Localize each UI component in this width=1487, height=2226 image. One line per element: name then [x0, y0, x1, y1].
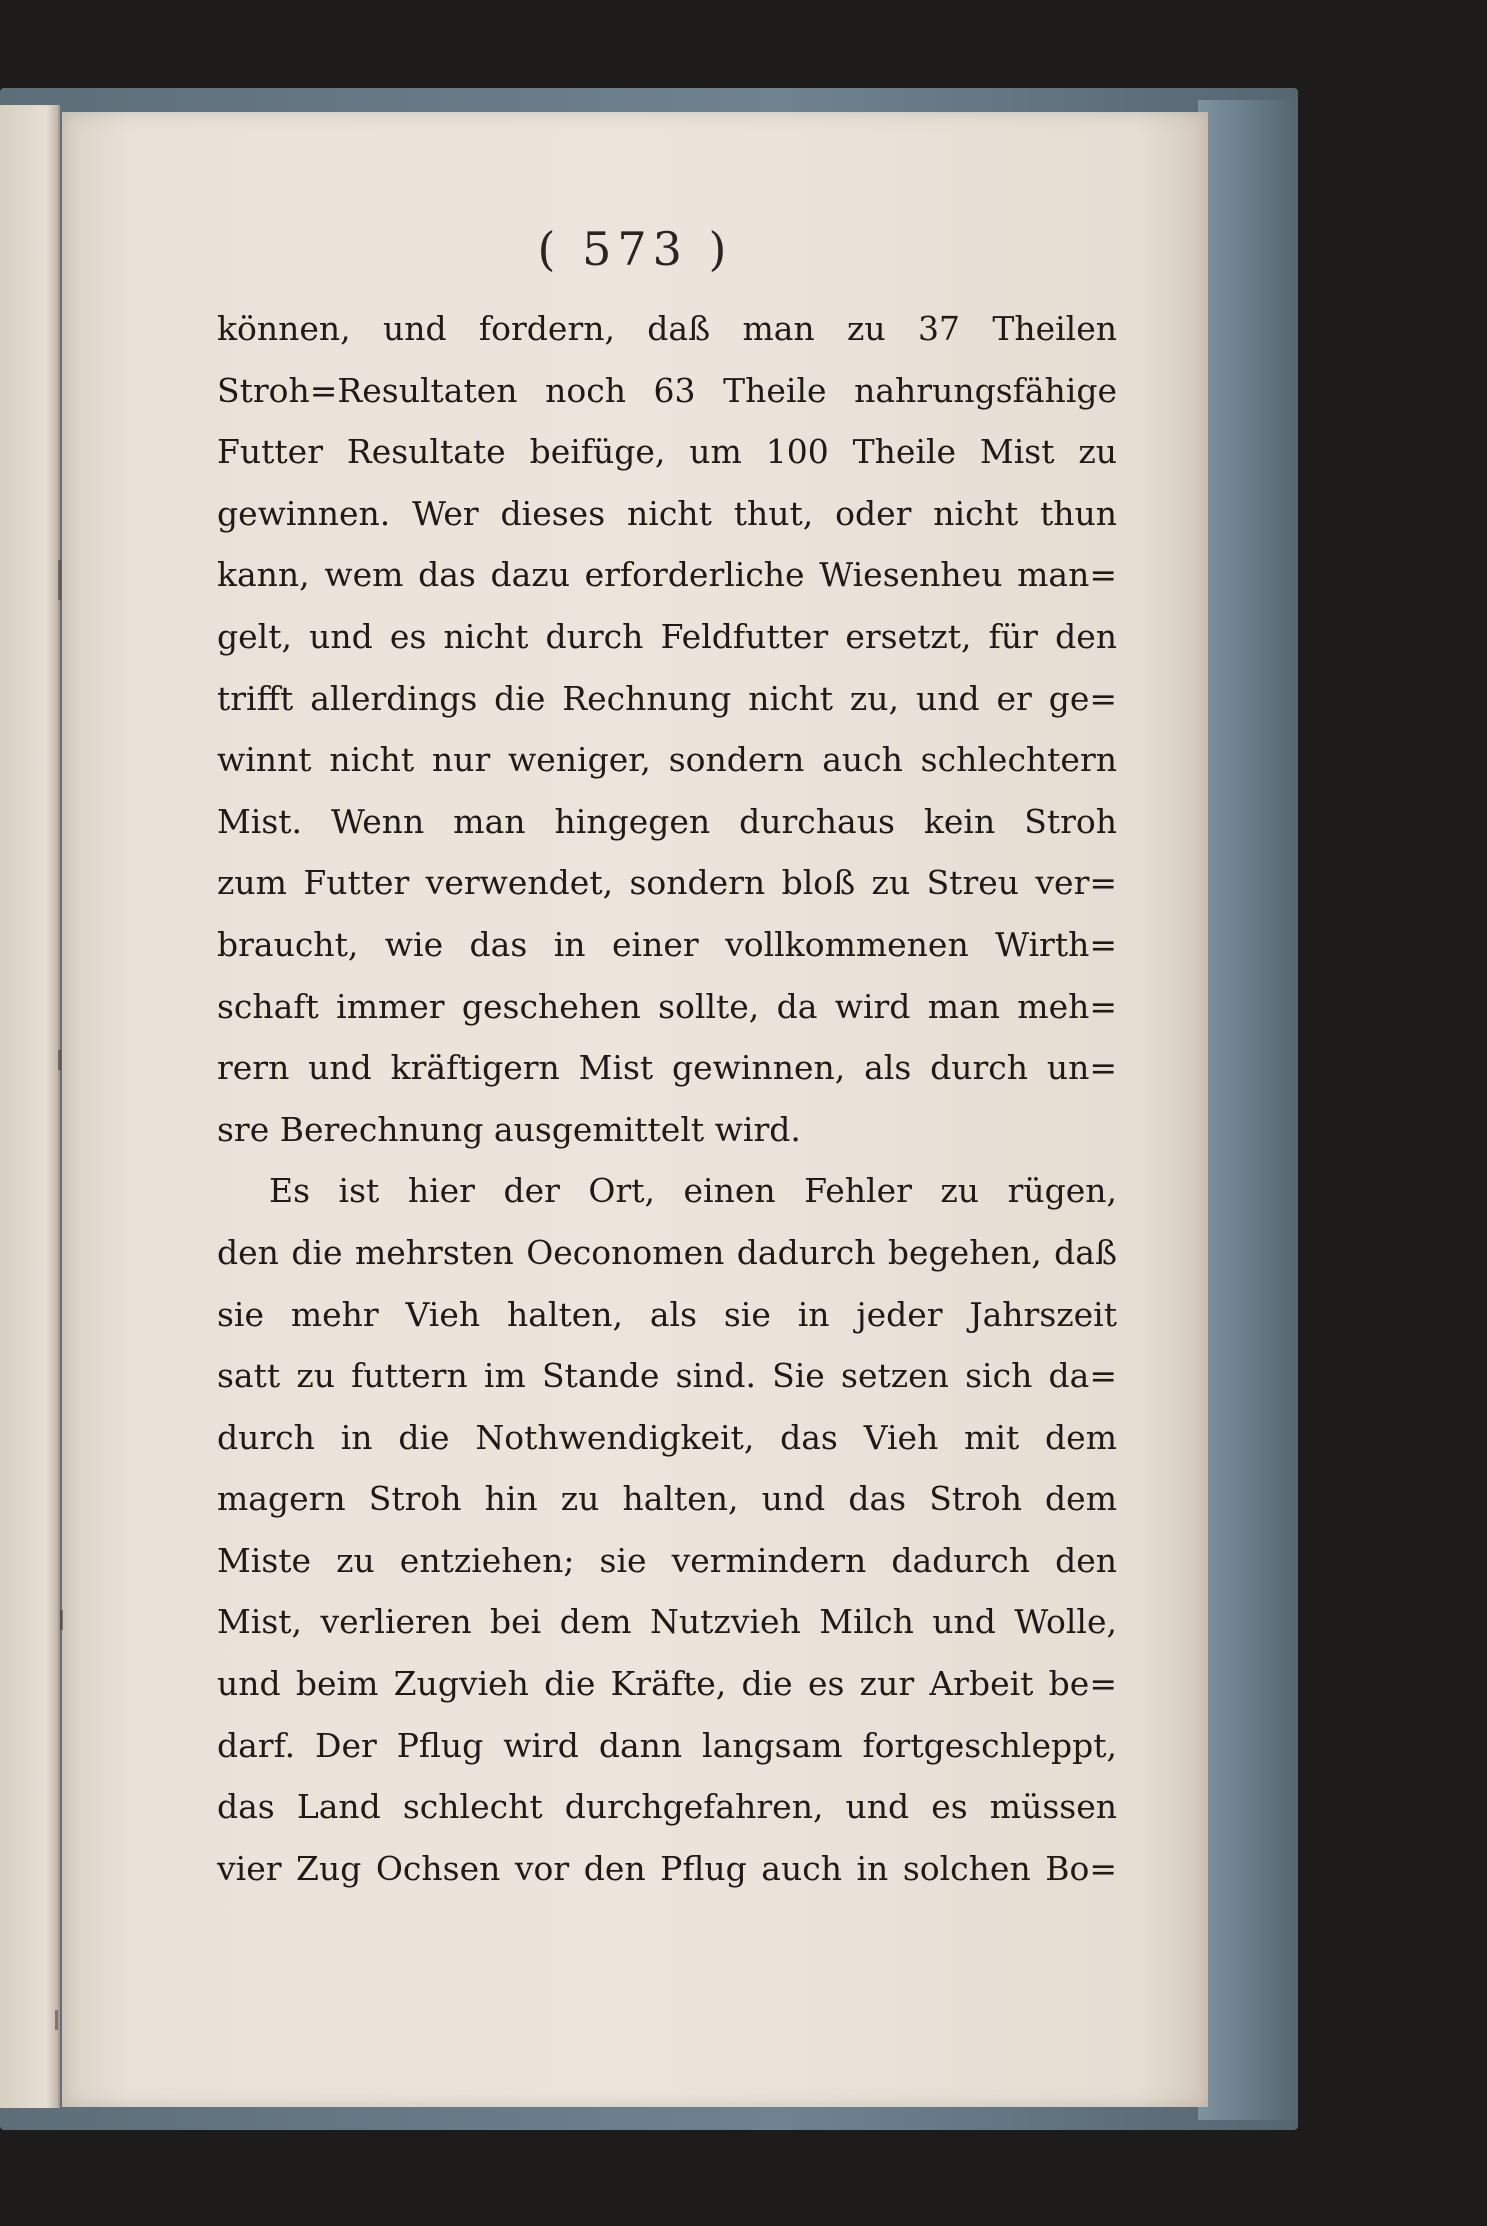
text-line: gelt, und es nicht durch Feldfutter ersetzt, für den: [217, 616, 1117, 656]
text-line: Es ist hier der Ort, einen Fehler zu rügen,: [269, 1171, 1117, 1211]
text-line: durch in die Nothwendigkeit, das Vieh mit dem: [217, 1417, 1117, 1457]
text-line: gewinnen. Wer dieses nicht thut, oder nicht thun: [217, 493, 1117, 533]
text-line: braucht, wie das in einer vollkommenen Wirth=: [217, 924, 1117, 964]
text-line: Mist, verlieren bei dem Nutzvieh Milch und Wolle,: [217, 1602, 1117, 1642]
text-line: Mist. Wenn man hingegen durchaus kein Stroh: [217, 801, 1117, 841]
text-line: Miste zu entziehen; sie vermindern dadurch den: [217, 1540, 1117, 1580]
page-text: [217, 298, 1117, 1899]
paper-speck: [55, 2010, 58, 2030]
text-line: vier Zug Ochsen vor den Pflug auch in solchen Bo=: [217, 1848, 1117, 1888]
paper-speck: [58, 1050, 61, 1070]
previous-page-edge: [0, 105, 60, 2108]
text-line: darf. Der Pflug wird dann langsam fortgeschleppt,: [217, 1725, 1117, 1765]
text-line: können, und fordern, daß man zu 37 Theilen: [217, 309, 1117, 348]
text-line: sie mehr Vieh halten, als sie in jeder Jahrszeit: [217, 1294, 1117, 1334]
text-line: kann, wem das dazu erforderliche Wiesenheu man=: [217, 555, 1117, 595]
text-line: Stroh=Resultaten noch 63 Theile nahrungsfähige: [217, 370, 1117, 410]
text-line: magern Stroh hin zu halten, und das Stroh dem: [217, 1479, 1117, 1519]
page-number: ( 573 ): [537, 222, 733, 276]
paper-speck: [58, 560, 61, 600]
text-line: rern und kräftigern Mist gewinnen, als durch un=: [217, 1048, 1117, 1088]
text-line: den die mehrsten Oeconomen dadurch begehen, daß: [217, 1232, 1117, 1272]
paper-speck: [60, 1610, 63, 1630]
text-line: winnt nicht nur weniger, sondern auch schlechtern: [217, 740, 1117, 780]
book-page: [62, 112, 1208, 2107]
text-line: satt zu futtern im Stande sind. Sie setzen sich da=: [217, 1356, 1117, 1396]
text-line: trifft allerdings die Rechnung nicht zu, und er ge=: [217, 678, 1117, 718]
text-line: Futter Resultate beifüge, um 100 Theile Mist zu: [217, 432, 1117, 472]
text-line: und beim Zugvieh die Kräfte, die es zur Arbeit be=: [217, 1664, 1117, 1704]
book-cover-edge: [1198, 100, 1298, 2120]
text-line: das Land schlecht durchgefahren, und es müssen: [217, 1787, 1117, 1827]
text-line: sre Berechnung ausgemittelt wird.: [217, 1109, 801, 1149]
text-line: zum Futter verwendet, sondern bloß zu Streu ver=: [217, 863, 1117, 903]
text-line: schaft immer geschehen sollte, da wird man meh=: [217, 986, 1117, 1026]
